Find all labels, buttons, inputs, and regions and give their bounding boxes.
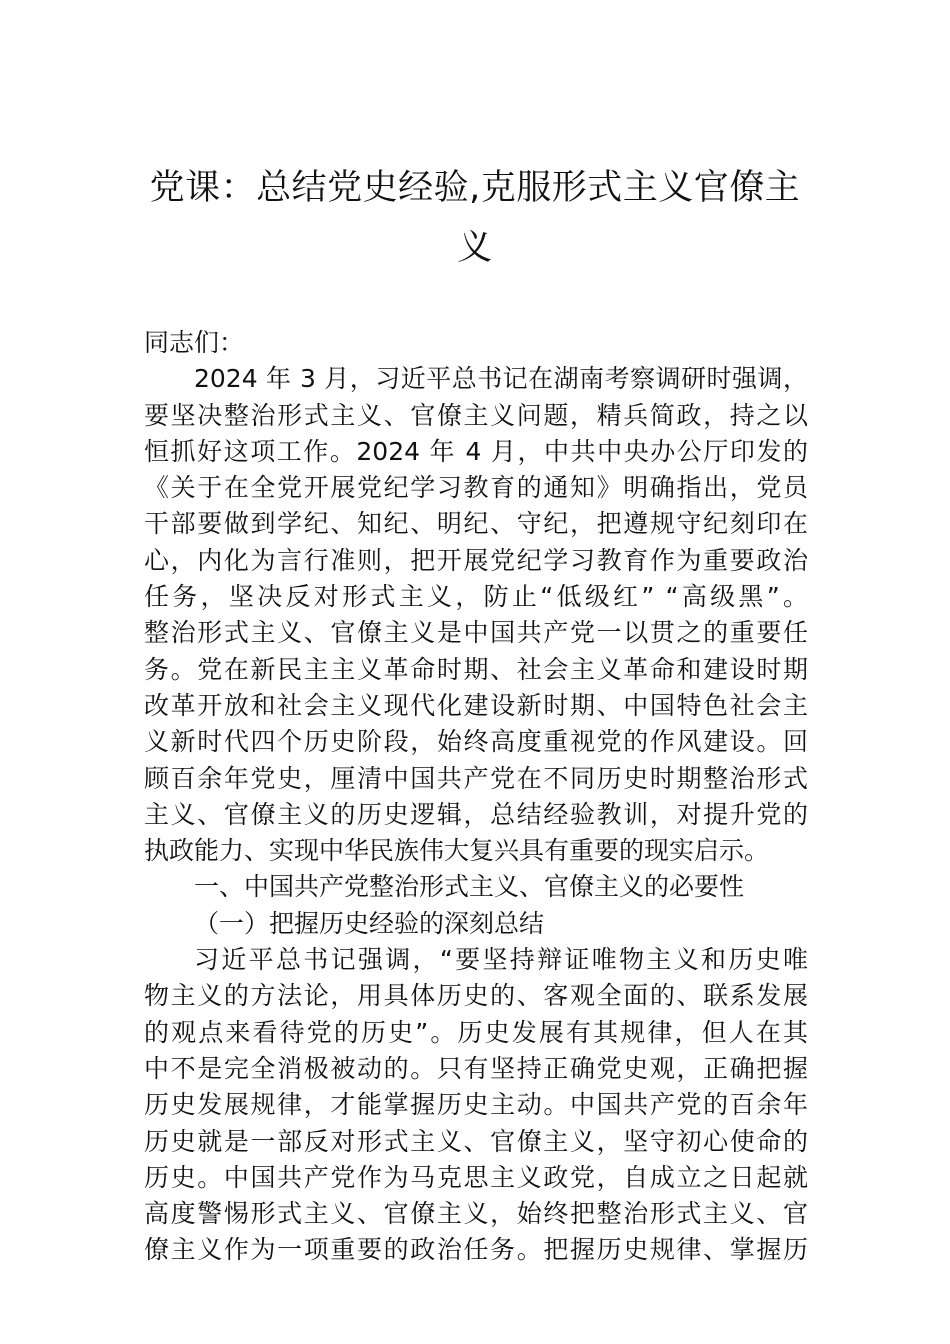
document-title	[144, 158, 806, 278]
text-line: 历史。中国共产党作为马克思主义政党，自成立之日起就	[144, 1162, 808, 1192]
text-line: 的观点来看待党的历史”。历史发展有其规律，但人在其	[144, 1017, 808, 1047]
text-line: 义新时代四个历史阶段，始终高度重视党的作风建设。回	[144, 727, 808, 757]
subsection-heading: （一）把握历史经验的深刻总结	[194, 908, 545, 938]
text-line: 务。党在新民主主义革命时期、社会主义革命和建设时期	[144, 654, 808, 684]
salutation: 同志们：	[144, 328, 245, 357]
text-line: 整治形式主义、官僚主义是中国共产党一以贯之的重要任	[144, 618, 808, 648]
text-line: 《关于在全党开展党纪学习教育的通知》明确指出，党员	[144, 473, 808, 503]
text-line: 历史就是一部反对形式主义、官僚主义，坚守初心使命的	[144, 1126, 808, 1156]
text-line: 顾百余年党史，厘清中国共产党在不同历史时期整治形式	[144, 763, 808, 793]
text-line: 高度警惕形式主义、官僚主义，始终把整治形式主义、官	[144, 1199, 808, 1229]
text-line: 主义、官僚主义的历史逻辑，总结经验教训，对提升党的	[144, 799, 808, 829]
text-line: 中不是完全消极被动的。只有坚持正确党史观，正确把握	[144, 1053, 808, 1083]
text-line: 2024 年 3 月，习近平总书记在湖南考察调研时强调，	[194, 364, 808, 394]
title-line-2: 义	[457, 228, 493, 268]
title-line-1: 党课：总结党史经验,克服形式主义官僚主	[149, 168, 801, 208]
text-line: 心，内化为言行准则，把开展党纪学习教育作为重要政治	[144, 545, 808, 575]
paragraph-history	[144, 942, 808, 1269]
text-line: 任务，坚决反对形式主义，防止“低级红” “高级黑”。	[144, 582, 808, 612]
text-line: 物主义的方法论，用具体历史的、客观全面的、联系发展	[144, 981, 808, 1011]
text-line: 僚主义作为一项重要的政治任务。把握历史规律、掌握历	[144, 1235, 808, 1265]
text-line: 习近平总书记强调，“要坚持辩证唯物主义和历史唯	[194, 945, 808, 975]
paragraph-intro	[144, 361, 808, 869]
text-line: 要坚决整治形式主义、官僚主义问题，精兵简政，持之以	[144, 400, 808, 430]
text-line: 历史发展规律，才能掌握历史主动。中国共产党的百余年	[144, 1090, 808, 1120]
section-heading: 一、中国共产党整治形式主义、官僚主义的必要性	[194, 872, 745, 902]
text-line: 执政能力、实现中华民族伟大复兴具有重要的现实启示。	[144, 836, 770, 866]
text-line: 干部要做到学纪、知纪、明纪、守纪，把遵规守纪刻印在	[144, 509, 808, 539]
document-body	[144, 325, 808, 1269]
text-line: 改革开放和社会主义现代化建设新时期、中国特色社会主	[144, 690, 808, 720]
text-line: 恒抓好这项工作。2024 年 4 月，中共中央办公厅印发的	[144, 436, 808, 466]
